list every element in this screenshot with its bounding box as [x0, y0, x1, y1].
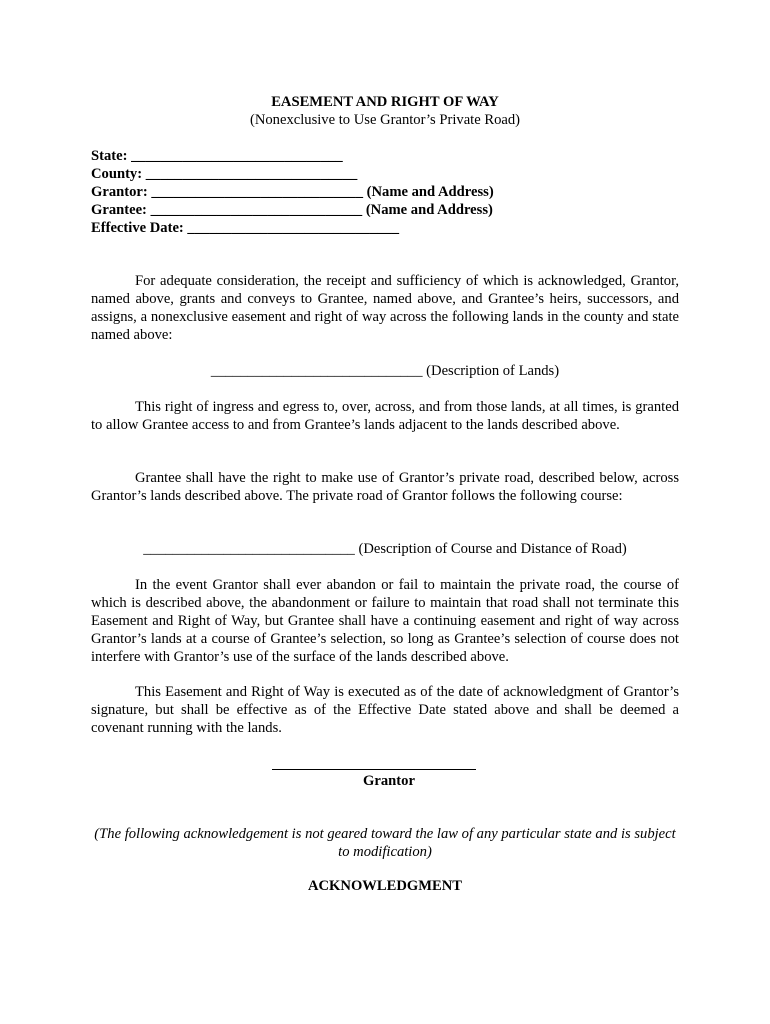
effective-date-field: Effective Date: _____________________________: [91, 220, 400, 236]
lands-description-line: _____________________________ (Description of Lands): [210, 363, 560, 379]
grantor-signature-line: [272, 769, 476, 770]
acknowledgment-heading: ACKNOWLEDGMENT: [307, 878, 463, 894]
document-title: EASEMENT AND RIGHT OF WAY: [271, 94, 499, 110]
county-field: County: _____________________________: [91, 166, 358, 182]
paragraph-grant: For adequate consideration, the receipt and sufficiency of which is acknowledged, Grantor, named above, grants and conveys to Grantee, named above, and Grantee’s heirs, successors, and assigns, a nonexclusive easement and right of way across the following lands in the county and state named above:: [91, 273, 679, 343]
paragraph-private-road: Grantee shall have the right to make use of Grantor’s private road, described below, across Grantor’s lands described above. The private road of Grantor follows the following course:: [91, 470, 679, 504]
header-fields: [91, 147, 494, 237]
paragraph-execution: This Easement and Right of Way is executed as of the date of acknowledgment of Grantor’s signature, but shall be effective as of the Effective Date stated above and shall be deemed a covenant running with the lands.: [91, 684, 679, 736]
grantor-signature-label: Grantor: [363, 773, 415, 789]
grantee-field: Grantee: _____________________________ (Name and Address): [91, 202, 493, 218]
acknowledgement-note: (The following acknowledgement is not geared toward the law of any particular state and is subject to modification): [94, 826, 676, 860]
road-description-line: _____________________________ (Description of Course and Distance of Road): [143, 541, 627, 557]
paragraph-abandonment: In the event Grantor shall ever abandon or fail to maintain the private road, the course of which is described above, the abandonment or failure to maintain that road shall not terminate this Easement and Right of Way, but Grantee shall have a continuing easement and right of way across Grantor’s lands at a course of Grantee’s selection, so long as Grantee’s selection of course does not interfere with Grantor’s use of the surface of the lands described above.: [91, 577, 679, 665]
grantor-field: Grantor: _____________________________ (Name and Address): [91, 184, 494, 200]
paragraph-ingress-egress: This right of ingress and egress to, over, across, and from those lands, at all times, is granted to allow Grantee access to and from Grantee’s lands adjacent to the lands described above.: [91, 399, 679, 433]
document-subtitle: (Nonexclusive to Use Grantor’s Private Road): [249, 112, 521, 128]
state-field: State: _____________________________: [91, 148, 343, 164]
